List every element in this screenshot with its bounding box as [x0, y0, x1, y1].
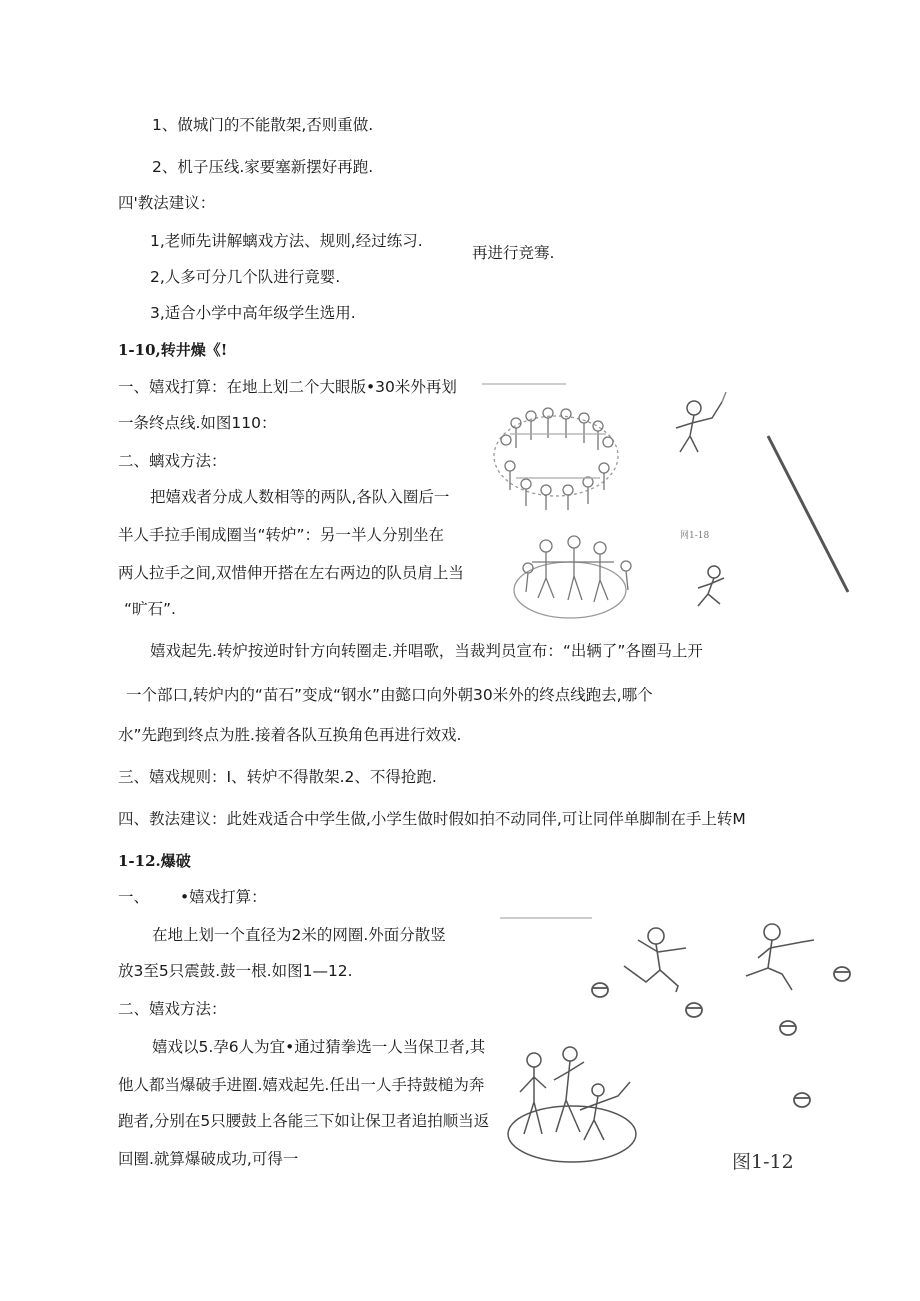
runner-figure-upper — [676, 392, 726, 452]
play-line-1: 嬉戏起先.转炉按逆时针方向转圈走.并唱歌，当裁判员宣布：“出辆了”各圈马上开 — [150, 642, 703, 660]
method-line-4: “旷石”. — [124, 600, 176, 618]
method2-line-2: 他人都当爆破手进圈.嬉戏起先.任出一人手持鼓槌为奔 — [118, 1076, 485, 1094]
prep-number: 一、 — [118, 888, 150, 906]
finish-line — [768, 436, 848, 592]
teaching-suggestion-line: 四、教法建议：此姓戏适合中学生做,小学生做时假如拍不动同伴,可让同伴单脚制在手上转M — [118, 810, 746, 828]
runner-figure-lower — [698, 566, 724, 606]
method2-line-3: 跑者,分别在5只腰鼓上各能三下如让保卫者追拍顺当返 — [118, 1112, 490, 1130]
figure-1-10-caption: 网1-18 — [680, 531, 710, 541]
runner-figure-left — [624, 928, 686, 992]
play-line-2: 一个部口,转炉内的“苗石”变成“钢水”由懿口向外朝30米外的终点线跑去,哪个 — [126, 686, 653, 704]
teaching-tip-1: 1,老师先讲解螭戏方法、规则,经过练习. — [150, 232, 423, 250]
prep2-line-1: 在地上划一个直径为2米的网圈.外面分散竖 — [152, 926, 446, 944]
runner-figure-right — [746, 924, 814, 990]
method2-line-1: 嬉戏以5.孕6人为宜•通过猜拳选一人当保卫者,其 — [152, 1038, 486, 1056]
rules-line: 三、嬉戏规则：I、转炉不得散架.2、不得抢跑. — [118, 768, 437, 786]
rule-line-2: 2、机子压线.家要塞新摆好再跑. — [152, 158, 374, 176]
figure-1-12 — [496, 912, 876, 1182]
figure-1-10 — [476, 378, 856, 628]
drums — [592, 967, 850, 1107]
upper-crowd-circle — [494, 408, 618, 510]
rule-line-1: 1、做城门的不能散架,否则重做. — [152, 116, 374, 134]
method2-line-4: 回圈.就算爆破成功,可得一 — [118, 1150, 299, 1168]
lower-dancers-circle — [514, 536, 631, 618]
game-title-1-10: 1-10,转井燥《! — [118, 341, 228, 359]
defenders-circle — [508, 1047, 636, 1162]
method-line-3: 两人拉手之间,双惜伸开搭在左右两边的队员肩上当 — [118, 564, 464, 582]
game-title-1-12: 1-12.爆破 — [118, 852, 191, 870]
teaching-tip-3: 3,适合小学中高年级学生选用. — [150, 304, 356, 322]
method-line-1: 把嬉戏者分成人数相等的两队,各队入圈后一 — [150, 488, 450, 506]
method-heading: 二、螭戏方法： — [118, 452, 227, 470]
play-line-3: 水”先跑到终点为胜.接着各队互换角色再进行效戏. — [118, 726, 462, 744]
teaching-tip-1-continued: 再进行竞骞. — [472, 244, 555, 262]
method-line-2: 半人手拉手闱成圈当“转炉”：另一半人分别坐在 — [118, 526, 445, 544]
method2-heading: 二、嬉戏方法： — [118, 1000, 227, 1018]
prep-line-2: 一条终点线.如图110： — [118, 414, 277, 432]
figure-1-12-caption: 图1-12 — [732, 1151, 794, 1173]
prep2-line-2: 放3至5只震鼓.鼓一根.如图1—12. — [118, 962, 353, 980]
teaching-tip-2: 2,人多可分几个队进行竟婴. — [150, 268, 341, 286]
prep-heading: •嬉戏打算： — [180, 888, 267, 906]
prep-line-1: 一、嬉戏打算：在地上划二个大眼版•30米外再划 — [118, 378, 457, 396]
section-heading-teaching: 四'教法建议： — [118, 194, 216, 212]
